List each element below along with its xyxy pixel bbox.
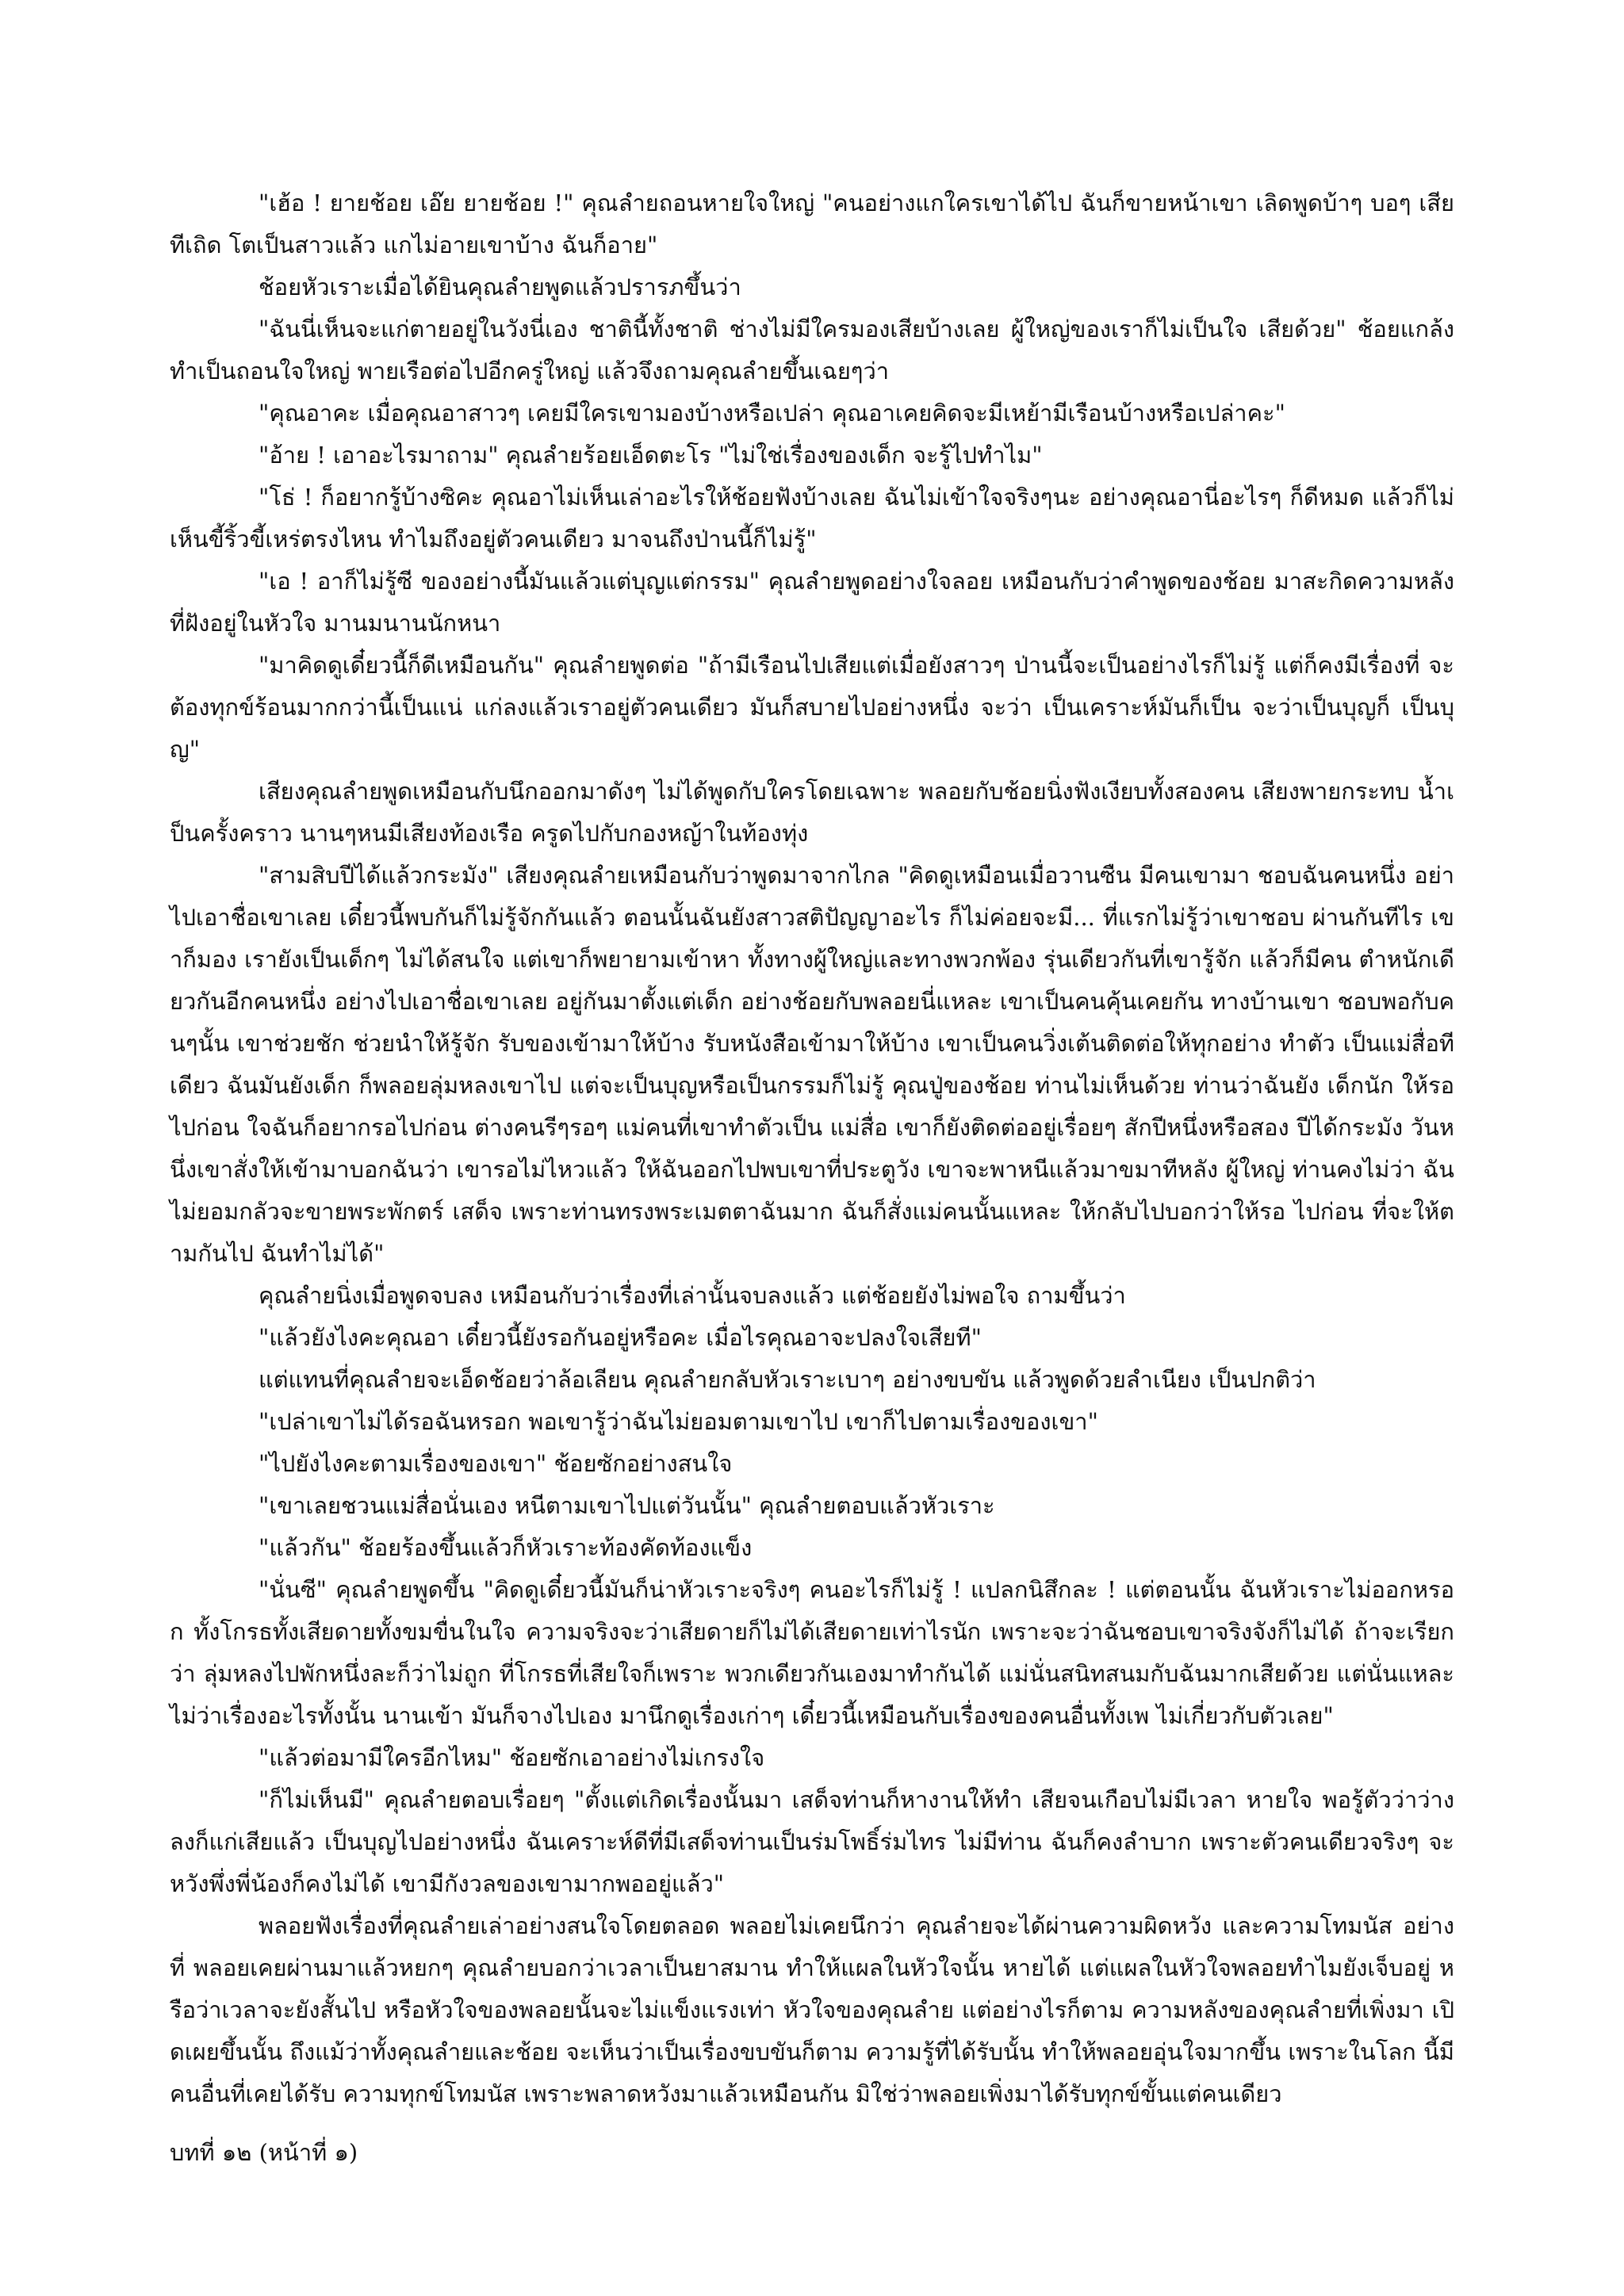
paragraph-12: "แล้วยังไงคะคุณอา เดี๋ยวนี้ยังรอกันอยู่หรือคะ เมื่อไรคุณอาจะปลงใจเสียที": [259, 1324, 982, 1351]
paragraph-3: "ฉันนี่เห็นจะแก่ตายอยู่ในวังนี่เอง ชาตินี้ทั้งชาติ ช่างไม่มีใครมองเสียบ้างเลย ผู้ใหญ่ของเราก็ไม่เป็นใจ เสียด้วย" ช้อยแกล้ง ทำเป็นถอนใจใหญ่ พายเรือต่อไปอีกครู่ใหญ่ แล้วจึงถามคุณลำยขึ้นเฉยๆว่า: [170, 316, 1454, 385]
paragraph-2: ช้อยหัวเราะเมื่อได้ยินคุณลำยพูดแล้วปรารภขึ้นว่า: [259, 274, 741, 300]
paragraph-4: "คุณอาคะ เมื่อคุณอาสาวๆ เคยมีใครเขามองบ้างหรือเปล่า คุณอาเคยคิดจะมีเหย้ามีเรือนบ้างหรือเปล่าคะ": [259, 400, 1285, 427]
paragraph-14: "เปล่าเขาไม่ได้รอฉันหรอก พอเขารู้ว่าฉันไม่ยอมตามเขาไป เขาก็ไปตามเรื่องของเขา": [259, 1408, 1098, 1435]
paragraph-18: "นั่นซี" คุณลำยพูดขึ้น "คิดดูเดี๋ยวนี้มันก็น่าหัวเราะจริงๆ คนอะไรก็ไม่รู้ ! แปลกนิสึกละ ! แต่ตอนนั้น ฉันหัวเราะไม่ออกหรอก ทั้งโกรธทั้งเสียดายทั้งขมขื่นในใจ ความจริงจะว่าเสียดายก็ไม่ได้เสียดายเท่าไรนัก เพราะจะว่าฉันชอบเขาจริงจังก็ไม่ได้ ถ้าจะเรียกว่า ลุ่มหลงไปพักหนึ่งละก็ว่าไม่ถูก ที่โกรธที่เสียใจก็เพราะ พวกเดียวกันเองมาทำกันได้ แม่นั่นสนิทสนมกับฉันมากเสียด้วย แต่นั่นแหละ ไม่ว่าเรื่องอะไรทั้งนั้น นานเข้า มันก็จางไปเอง มานึกดูเรื่องเก่าๆ เดี๋ยวนี้เหมือนกับเรื่องของคนอื่นทั้งเพ ไม่เกี่ยวกับตัวเลย": [170, 1576, 1454, 1729]
paragraph-5: "อ้าย ! เอาอะไรมาถาม" คุณลำยร้อยเอ็ดตะโร "ไม่ใช่เรื่องของเด็ก จะรู้ไปทำไม": [259, 442, 1043, 469]
paragraph-17: "แล้วกัน" ช้อยร้องขึ้นแล้วก็หัวเราะท้องคัดท้องแข็ง: [259, 1534, 753, 1561]
paragraph-11: คุณลำยนิ่งเมื่อพูดจบลง เหมือนกับว่าเรื่องที่เล่านั้นจบลงแล้ว แต่ช้อยยังไม่พอใจ ถามขึ้นว่า: [259, 1282, 1126, 1309]
paragraph-6: "โธ่ ! ก็อยากรู้บ้างซิคะ คุณอาไม่เห็นเล่าอะไรให้ช้อยฟังบ้างเลย ฉันไม่เข้าใจจริงๆนะ อย่างคุณอานี่อะไรๆ ก็ดีหมด แล้วก็ไม่ เห็นขี้ริ้วขี้เหร่ตรงไหน ทำไมถึงอยู่ตัวคนเดียว มาจนถึงป่านนี้ก็ไม่รู้": [170, 484, 1454, 553]
paragraph-19: "แล้วต่อมามีใครอีกไหม" ช้อยซักเอาอย่างไม่เกรงใจ: [259, 1744, 765, 1771]
paragraph-15: "ไปยังไงคะตามเรื่องของเขา" ช้อยซักอย่างสนใจ: [259, 1450, 733, 1477]
paragraph-13: แต่แทนที่คุณลำยจะเอ็ดช้อยว่าล้อเลียน คุณลำยกลับหัวเราะเบาๆ อย่างขบขัน แล้วพูดด้วยลำเนียง เป็นปกติว่า: [259, 1366, 1316, 1393]
document-body: [170, 182, 1454, 2115]
paragraph-10: "สามสิบปีได้แล้วกระมัง" เสียงคุณลำยเหมือนกับว่าพูดมาจากไกล "คิดดูเหมือนเมื่อวานซืน มีคนเขามา ชอบฉันคนหนึ่ง อย่า ไปเอาชื่อเขาเลย เดี๋ยวนี้พบกันก็ไม่รู้จักกันแล้ว ตอนนั้นฉันยังสาวสติปัญญาอะไร ก็ไม่ค่อยจะมี... ที่แรกไม่รู้ว่าเขาชอบ ผ่านกันทีไร เขาก็มอง เรายังเป็นเด็กๆ ไม่ได้สนใจ แต่เขาก็พยายามเข้าหา ทั้งทางผู้ใหญ่และทางพวกพ้อง รุ่นเดียวกันที่เขารู้จัก แล้วก็มีคน ตำหนักเดียวกันอีกคนหนึ่ง อย่างไปเอาชื่อเขาเลย อยู่กันมาตั้งแต่เด็ก อย่างช้อยกับพลอยนี่แหละ เขาเป็นคนคุ้นเคยกัน ทางบ้านเขา ชอบพอกับคนๆนั้น เขาช่วยชัก ช่วยนำให้รู้จัก รับของเข้ามาให้บ้าง รับหนังสือเข้ามาให้บ้าง เขาเป็นคนวิ่งเต้นติดต่อให้ทุกอย่าง ทำตัว เป็นแม่สื่อทีเดียว ฉันมันยังเด็ก ก็พลอยลุ่มหลงเขาไป แต่จะเป็นบุญหรือเป็นกรรมก็ไม่รู้ คุณปู่ของช้อย ท่านไม่เห็นด้วย ท่านว่าฉันยัง เด็กนัก ให้รอไปก่อน ใจฉันก็อยากรอไปก่อน ต่างคนรีๆรอๆ แม่คนที่เขาทำตัวเป็น แม่สื่อ เขาก็ยังติดต่ออยู่เรื่อยๆ สักปีหนึ่งหรือสอง ปีได้กระมัง วันหนึ่งเขาสั่งให้เข้ามาบอกฉันว่า เขารอไม่ไหวแล้ว ให้ฉันออกไปพบเขาที่ประตูวัง เขาจะพาหนีแล้วมาขมาทีหลัง ผู้ใหญ่ ท่านคงไม่ว่า ฉันไม่ยอมกลัวจะขายพระพักตร์ เสด็จ เพราะท่านทรงพระเมตตาฉันมาก ฉันก็สั่งแม่คนนั้นแหละ ให้กลับไปบอกว่าให้รอ ไปก่อน ที่จะให้ตามกันไป ฉันทำไม่ได้": [170, 862, 1454, 1267]
paragraph-7: "เอ ! อาก็ไม่รู้ซี ของอย่างนี้มันแล้วแต่บุญแต่กรรม" คุณลำยพูดอย่างใจลอย เหมือนกับว่าคำพูดของช้อย มาสะกิดความหลัง ที่ฝังอยู่ในหัวใจ มานมนานนักหนา: [170, 568, 1454, 637]
page-footer: บทที่ ๑๒ (หน้าที่ ๑): [170, 2139, 358, 2166]
paragraph-20: "ก็ไม่เห็นมี" คุณลำยตอบเรื่อยๆ "ตั้งแต่เกิดเรื่องนั้นมา เสด็จท่านก็หางานให้ทำ เสียจนเกือบไม่มีเวลา หายใจ พอรู้ตัวว่าว่าง ลงก็แก่เสียแล้ว เป็นบุญไปอย่างหนึ่ง ฉันเคราะห์ดีที่มีเสด็จท่านเป็นร่มโพธิ์ร่มไทร ไม่มีท่าน ฉันก็คงลำบาก เพราะตัวคนเดียวจริงๆ จะหวังพึ่งพี่น้องก็คงไม่ได้ เขามีกังวลของเขามากพออยู่แล้ว": [170, 1786, 1454, 1897]
paragraph-9: เสียงคุณลำยพูดเหมือนกับนึกออกมาดังๆ ไม่ได้พูดกับใครโดยเฉพาะ พลอยกับช้อยนิ่งฟังเงียบทั้งสองคน เสียงพายกระทบ น้ำเป็นครั้งคราว นานๆหนมีเสียงท้องเรือ ครูดไปกับกองหญ้าในท้องทุ่ง: [170, 778, 1454, 847]
paragraph-21: พลอยฟังเรื่องที่คุณลำยเล่าอย่างสนใจโดยตลอด พลอยไม่เคยนึกว่า คุณลำยจะได้ผ่านความผิดหวัง และความโทมนัส อย่างที่ พลอยเคยผ่านมาแล้วหยกๆ คุณลำยบอกว่าเวลาเป็นยาสมาน ทำให้แผลในหัวใจนั้น หายได้ แต่แผลในหัวใจพลอยทำไมยังเจ็บอยู่ หรือว่าเวลาจะยังสั้นไป หรือหัวใจของพลอยนั้นจะไม่แข็งแรงเท่า หัวใจของคุณลำย แต่อย่างไรก็ตาม ความหลังของคุณลำยที่เพิ่งมา เปิดเผยขึ้นนั้น ถึงแม้ว่าทั้งคุณลำยและช้อย จะเห็นว่าเป็นเรื่องขบขันก็ตาม ความรู้ที่ได้รับนั้น ทำให้พลอยอุ่นใจมากขึ้น เพราะในโลก นี้มีคนอื่นที่เคยได้รับ ความทุกข์โทมนัส เพราะพลาดหวังมาแล้วเหมือนกัน มิใช่ว่าพลอยเพิ่งมาได้รับทุกข์ขั้นแต่คนเดียว: [170, 1912, 1454, 2107]
paragraph-16: "เขาเลยชวนแม่สื่อนั่นเอง หนีตามเขาไปแต่วันนั้น" คุณลำยตอบแล้วหัวเราะ: [259, 1492, 995, 1519]
paragraph-8: "มาคิดดูเดี๋ยวนี้ก็ดีเหมือนกัน" คุณลำยพูดต่อ "ถ้ามีเรือนไปเสียแต่เมื่อยังสาวๆ ป่านนี้จะเป็นอย่างไรก็ไม่รู้ แต่ก็คงมีเรื่องที่ จะต้องทุกข์ร้อนมากกว่านี้เป็นแน่ แก่ลงแล้วเราอยู่ตัวคนเดียว มันก็สบายไปอย่างหนึ่ง จะว่า เป็นเคราะห์มันก็เป็น จะว่าเป็นบุญก็ เป็นบุญ": [170, 652, 1454, 763]
paragraph-1: "เฮ้อ ! ยายช้อย เอ๊ย ยายช้อย !" คุณลำยถอนหายใจใหญ่ "คนอย่างแกใครเขาได้ไป ฉันก็ขายหน้าเขา เลิดพูดบ้าๆ บอๆ เสีย ทีเถิด โตเป็นสาวแล้ว แกไม่อายเขาบ้าง ฉันก็อาย": [170, 189, 1454, 258]
